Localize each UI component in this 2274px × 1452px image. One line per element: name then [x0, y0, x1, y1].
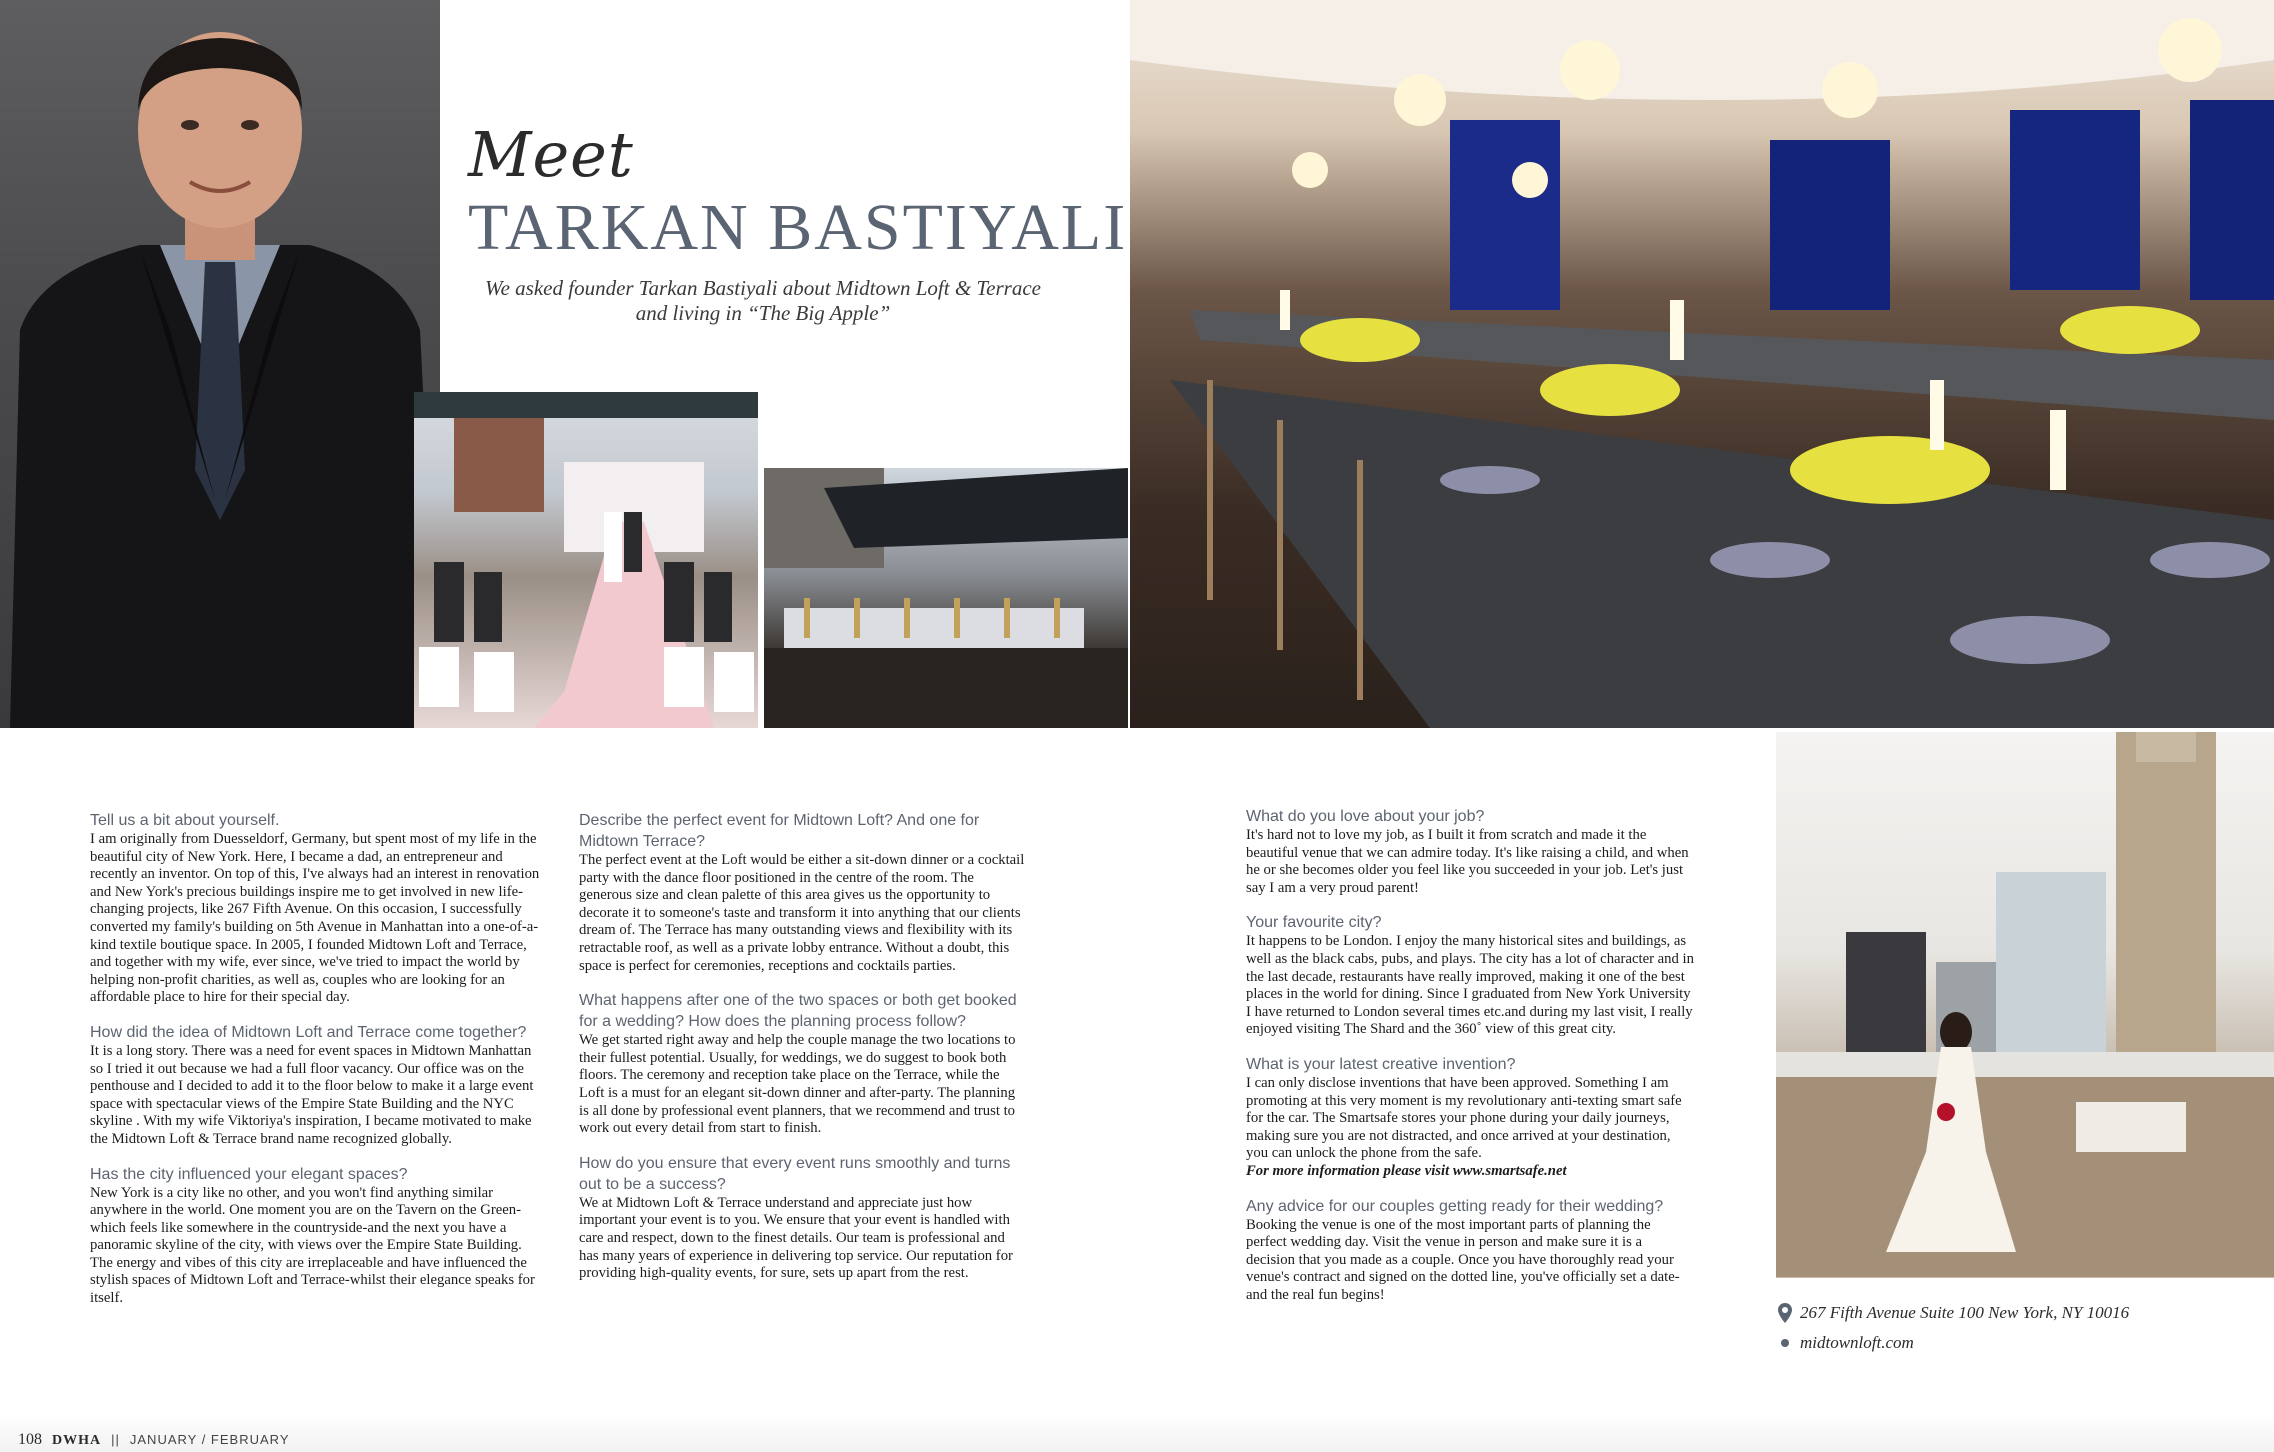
folio-separator: || [111, 1432, 120, 1447]
ceremony-illustration [414, 392, 758, 728]
page-number: 108 [18, 1431, 42, 1448]
loft-ballroom-photo [1130, 0, 2274, 728]
answer-text: It is a long story. There was a need for event spaces in Midtown Manhattan so I tried it out because we had a full floor vacancy. Our office was on the penthouse and I decided to add it to the floor below to make it a large event space with spectacular views of the Empire State Building and the NYC skyline . With my wife Viktoriya's inspiration, I became motivated to make the Midtown Loft & Terrace brand name recognized globally. [90, 1042, 534, 1147]
venue-contact [1778, 1298, 2129, 1358]
bullet-dot-icon [1778, 1336, 1792, 1350]
answer-text: We at Midtown Loft & Terrace understand and appreciate just how important your event is to you. We ensure that your event is handled with care and respect, down to the finest details. Our team is professional and has many years of experience in delivering top service. Our reputation for providing high-quality events, for sure, sets up apart from the rest. [579, 1194, 1013, 1282]
question-heading: Your favourite city? [1246, 914, 1382, 932]
answer-text: It's hard not to love my job, as I built it from scratch and made it the beautiful venue that we can admire today. It's like raising a child, and when he or she becomes older you feel like you succeeded in your job. Let's just say I am a very proud parent! [1246, 827, 1689, 896]
question-heading: Describe the perfect event for Midtown Loft? And one for Midtown Terrace? [579, 812, 980, 850]
bride-rooftop-photo [1776, 732, 2274, 1278]
question-heading: How did the idea of Midtown Loft and Terrace come together? [90, 1023, 527, 1041]
question-heading: Has the city influenced your elegant spaces? [90, 1165, 408, 1183]
page-footer-band [0, 1412, 2274, 1452]
bride-illustration [1776, 732, 2274, 1278]
venue-website-link[interactable]: midtownloft.com [1800, 1333, 1914, 1352]
founder-portrait-illustration [0, 0, 440, 728]
meet-heading: Meet [468, 118, 634, 191]
answer-text: I can only disclose inventions that have been approved. Something I am promoting at this very moment is my revolutionary anti-texting smart safe for the car. The Smartsafe stores your phone during your daily journeys, making sure you are not distracted, and once arrived at your destination, you can unlock the phone from the safe. [1246, 1074, 1682, 1162]
magazine-name: DWHA [52, 1433, 102, 1448]
venue-address: 267 Fifth Avenue Suite 100 New York, NY 10016 [1800, 1303, 2130, 1322]
page-folio [18, 1431, 290, 1449]
question-heading: What is your latest creative invention? [1246, 1055, 1516, 1073]
terrace-reception-photo [764, 468, 1128, 728]
ballroom-illustration [1130, 0, 2274, 728]
location-pin-icon [1778, 1303, 1792, 1323]
rooftop-ceremony-photo [414, 392, 758, 728]
question-heading: How do you ensure that every event runs smoothly and turns out to be a success? [579, 1154, 1011, 1193]
founder-portrait-photo [0, 0, 440, 728]
answer-text: The perfect event at the Loft would be either a sit-down dinner or a cocktail party with the dance floor positioned in the centre of the room. The generous size and clean palette of this area gives us the opportunity to decorate it to someone's taste and transform it into anything that our clients dream of. The Terrace has many outstanding views and flexibility with its retractable roof, as well as a private lobby entrance. Without a doubt, this space is perfect for ceremonies, receptions and cocktails parties. [579, 852, 1025, 974]
answer-text: I am originally from Duesseldorf, Germany, but spent most of my life in the beautiful city of New York. Here, I became a dad, an entrepreneur and recently an inventor. On top of this, I've always had an interest in renovation and New York's precious buildings inspire me to get involved in new life-changing projects, like 267 Fifth Avenue. On this occasion, I successfully converted my family's building on 5th Avenue in Manhattan into a one-of-a-kind textile boutique space. In 2005, I founded Midtown Loft and Terrace, and together with my wife, ever since, we've tried to impact the world by helping non-profit charities, as well as, couples who are looking for an affordable place to hire for their special day. [90, 831, 540, 1006]
article-column-1 [90, 810, 542, 1323]
question-heading: What do you love about your job? [1246, 808, 1485, 825]
website-row [1778, 1328, 2129, 1358]
article-column-2 [579, 810, 1027, 1298]
answer-text: New York is a city like no other, and you won't find anything similar anywhere in the world. One moment you are on the Tavern on the Green-which feels like somewhere in the countryside-and the next you have a panoramic skyline of the city, with views over the Empire State Building. The energy and vibes of this city are irreplaceable and have influenced the stylish spaces of Midtown Loft and Terrace-whilst their elegance speaks for itself. [90, 1184, 535, 1307]
question-heading: What happens after one of the two spaces or both get booked for a wedding? How does the planning process follow? [579, 992, 1017, 1031]
address-row [1778, 1298, 2129, 1328]
smartsafe-note: For more information please visit www.smartsafe.net [1246, 1162, 1567, 1179]
article-column-3 [1246, 806, 1694, 1319]
terrace-illustration [764, 468, 1128, 728]
answer-text: Booking the venue is one of the most important parts of planning the perfect wedding day. Visit the venue in person and make sure it is a decision that you made as a couple. Once you have thoroughly read your venue's contract and signed on the dotted line, you've officially set a date-and the real fun begins! [1246, 1216, 1680, 1303]
answer-text: We get started right away and help the couple manage the two locations to their fullest potential. Usually, for weddings, we do suggest to book both floors. The ceremony and reception take place on the Terrace, while the Loft is a must for an elegant sit-down dinner and after-party. The planning is all done by professional event planners, that we recommend and trust to work out every detail from start to finish. [579, 1032, 1016, 1137]
founder-name-heading: TARKAN BASTIYALI [468, 191, 1128, 264]
question-heading: Any advice for our couples getting ready for their wedding? [1246, 1197, 1664, 1215]
article-subtitle: We asked founder Tarkan Bastiyali about Midtown Loft & Terrace and living in “The Big Apple” [485, 276, 1041, 325]
issue-label: JANUARY / FEBRUARY [129, 1432, 290, 1447]
answer-text: It happens to be London. I enjoy the many historical sites and buildings, as well as the black cabs, pubs, and plays. The city has a lot of character and in the last decade, restaurants have really improved, making it one of the best places in the world for dining. Since I graduated from New York University I have returned to London several times etc.and during my last visit, I really enjoyed visiting The Shard and the 360˚ view of this great city. [1246, 933, 1694, 1038]
question-heading: Tell us a bit about yourself. [90, 812, 280, 829]
